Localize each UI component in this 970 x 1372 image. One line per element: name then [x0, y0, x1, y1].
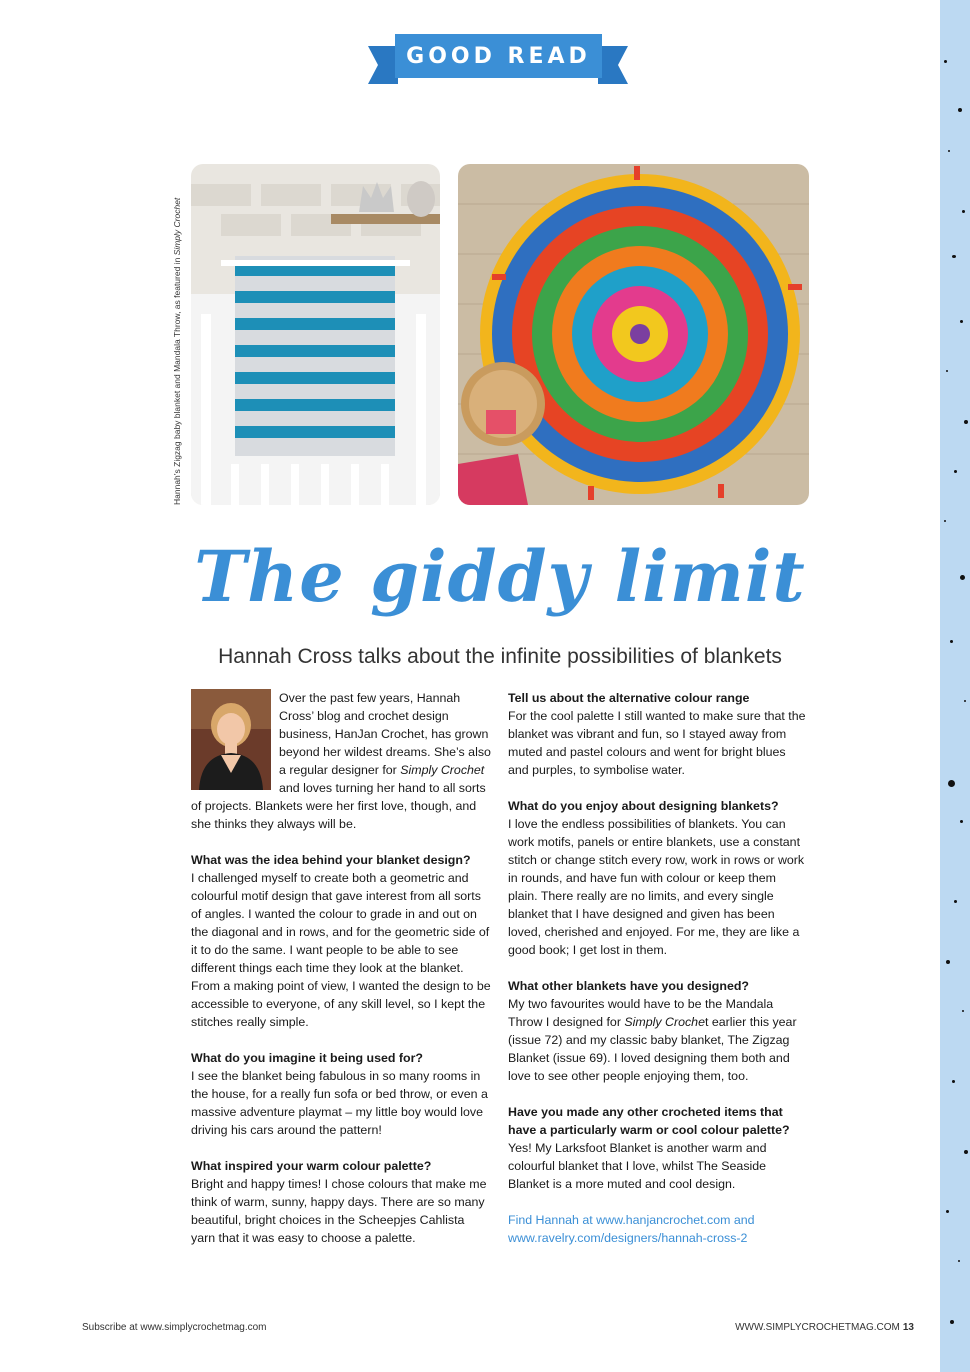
question: What do you enjoy about designing blankets?	[508, 799, 779, 813]
question: What inspired your warm colour palette?	[191, 1159, 432, 1173]
headline: The giddy limit	[194, 535, 806, 618]
footer-site: WWW.SIMPLYCROCHETMAG.COM 13	[735, 1322, 914, 1333]
answer: I challenged myself to create both a geometric and colourful motif design that gave interest from all sorts of angles. I wanted the colour to grade in and out on the diagonal and in rows, and for the geometric side of it to do the same. I want people to be able to see different things each time they look at the blanket. From a making point of view, I wanted the design to be accessible to everyone, of any skill level, so I kept the stitches really simple.	[191, 871, 491, 1029]
question: What do you imagine it being used for?	[191, 1051, 423, 1065]
answer: I love the endless possibilities of blankets. You can work motifs, panels or entire blankets, use a constant stitch or change stitch every row, work in rows or work in rounds, and have fun with colour or keep them plain. There really are no limits, and every single blanket that I have designed and given has been loved, cherished and enjoyed. For me, they are like a good book; I get lost in them.	[508, 817, 805, 957]
question: Tell us about the alternative colour range	[508, 691, 750, 705]
page-number: 13	[902, 1322, 914, 1333]
footer-subscribe: Subscribe at www.simplycrochetmag.com	[82, 1322, 267, 1333]
answer: For the cool palette I still wanted to make sure that the blanket was vibrant and fun, so I stayed away from muted and pastel colours and went for bright blues and purples, to symbolise water.	[508, 709, 806, 777]
answer: Yes! My Larksfoot Blanket is another warm and colourful blanket that I love, whilst The Seaside Blanket is a more muted and cool design.	[508, 1141, 767, 1191]
intro-paragraph: Over the past few years, Hannah Cross’ blog and crochet design business, HanJan Crochet, has grown beyond her wildest dreams. She’s also a regular designer for Simply Crochet and loves turning her hand to all sorts of projects. Blankets were her first love, though, and she thinks they always will be.	[191, 691, 491, 831]
question: What other blankets have you designed?	[508, 979, 749, 993]
question: What was the idea behind your blanket design?	[191, 853, 471, 867]
standfirst: Hannah Cross talks about the infinite possibilities of blankets	[218, 645, 782, 668]
section-label: GOOD READ	[406, 43, 591, 69]
photo-credit: Hannah’s Zigzag baby blanket and Mandala Throw, as featured in Simply Crochet	[172, 197, 182, 505]
zigzag-blanket-photo	[191, 164, 440, 505]
column-right	[508, 689, 808, 1247]
find-hannah-links[interactable]: Find Hannah at www.hanjancrochet.com and www.ravelry.com/designers/hannah-cross-2	[508, 1213, 755, 1245]
answer: I see the blanket being fabulous in so many rooms in the house, for a really fun sofa or bed throw, or even a massive adventure playmat – my little boy would love driving his cars around the pattern!	[191, 1069, 488, 1137]
mandala-throw-photo	[458, 164, 809, 505]
author-portrait	[191, 689, 271, 790]
answer: Bright and happy times! I chose colours that make me think of warm, sunny, happy days. There are so many beautiful, bright choices in the Scheepjes Cahlista yarn that it was easy to choose a palette.	[191, 1177, 487, 1245]
column-left	[191, 689, 491, 1247]
question: Have you made any other crocheted items that have a particularly warm or cool colour palette?	[508, 1105, 790, 1137]
answer: My two favourites would have to be the Mandala Throw I designed for Simply Crochet earlier this year (issue 72) and my classic baby blanket, The Zigzag Blanket (issue 69). I loved designing them both and love to see other people enjoying them, too.	[508, 997, 797, 1083]
decorative-side-strip	[940, 0, 970, 1372]
